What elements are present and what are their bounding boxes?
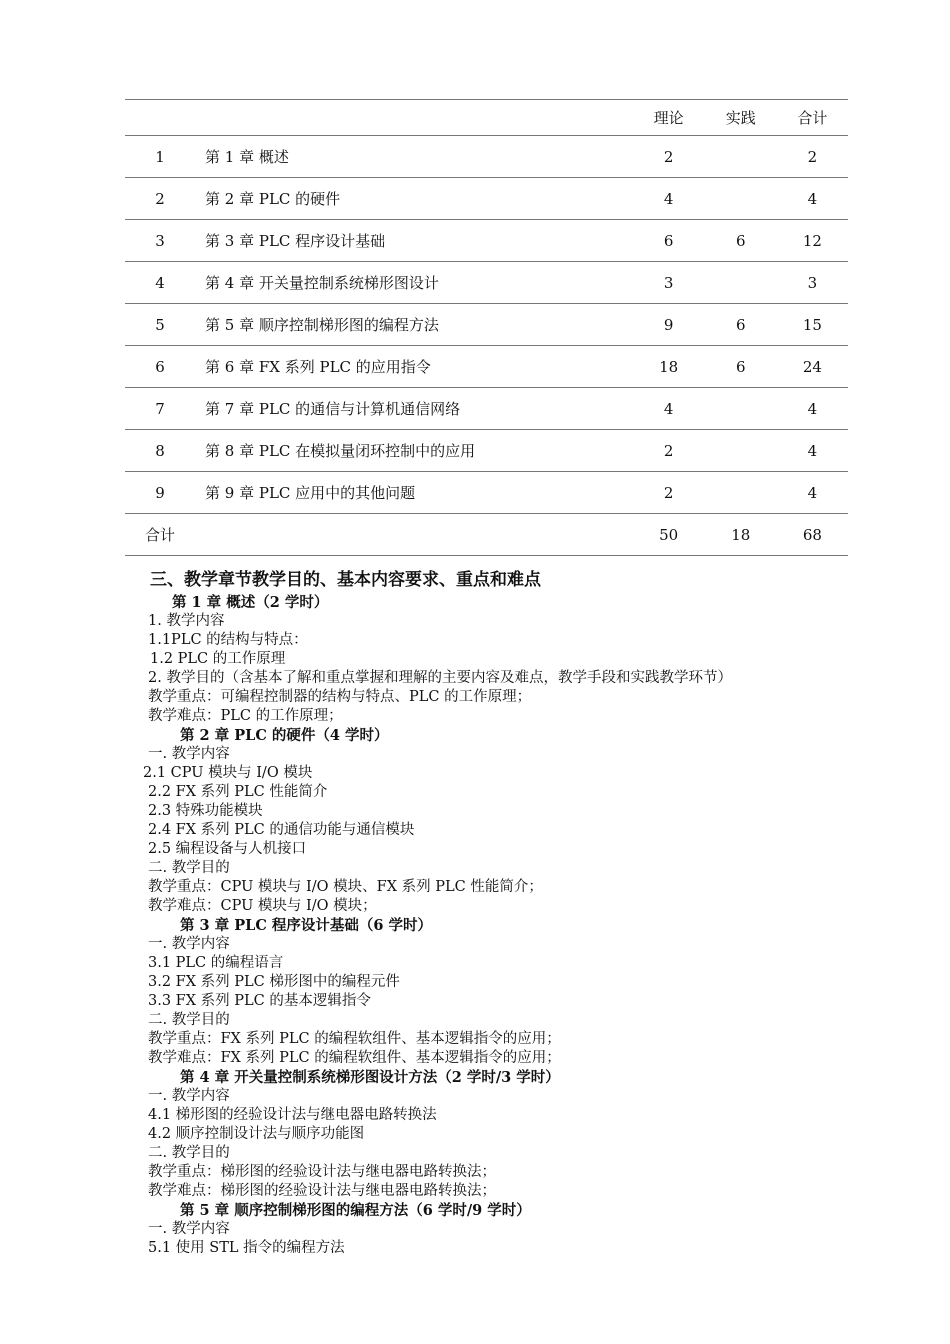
row-theory: 6 [663, 231, 674, 250]
row-practice: 6 [735, 231, 746, 250]
row-chapter: 第 5 章 顺序控制梯形图的编程方法 [205, 316, 439, 334]
row-theory: 4 [663, 399, 674, 418]
text-line: 一. 教学内容 [148, 746, 230, 762]
row-total: 4 [807, 441, 818, 460]
chapter-heading: 第 1 章 概述（2 学时） [172, 594, 329, 611]
row-no: 9 [155, 483, 165, 502]
chapter-heading: 第 2 章 PLC 的硬件（4 学时） [180, 727, 389, 744]
row-no: 8 [155, 441, 165, 460]
hours-table [125, 99, 848, 556]
text-line: 一. 教学内容 [148, 1221, 230, 1237]
row-total: 4 [807, 399, 818, 418]
total-practice: 18 [731, 525, 751, 544]
row-chapter: 第 2 章 PLC 的硬件 [205, 190, 341, 208]
row-practice [705, 388, 777, 430]
table-total-row [125, 514, 848, 556]
row-theory: 2 [663, 483, 674, 502]
text-line: 2. 教学目的（含基本了解和重点掌握和理解的主要内容及难点，教学手段和实践教学环节） [148, 670, 732, 686]
row-total: 3 [807, 273, 818, 292]
header-theory: 理论 [653, 109, 684, 127]
row-theory: 4 [663, 189, 674, 208]
section-title: 三、教学章节教学目的、基本内容要求、重点和难点 [150, 570, 541, 590]
text-line: 3.1 PLC 的编程语言 [148, 955, 284, 971]
text-line: 二. 教学目的 [148, 1012, 230, 1028]
row-theory: 2 [663, 147, 674, 166]
table-row [125, 472, 848, 514]
row-total: 4 [807, 483, 818, 502]
table-row [125, 178, 848, 220]
row-no: 1 [155, 147, 165, 166]
chapter-heading: 第 4 章 开关量控制系统梯形图设计方法（2 学时/3 学时） [180, 1069, 560, 1086]
text-line: 2.1 CPU 模块与 I/O 模块 [143, 765, 313, 781]
row-theory: 2 [663, 441, 674, 460]
text-line: 教学难点：FX 系列 PLC 的编程软组件、基本逻辑指令的应用； [148, 1050, 561, 1066]
row-total: 24 [802, 357, 822, 376]
text-line: 教学重点：可编程控制器的结构与特点、PLC 的工作原理； [148, 689, 532, 705]
table-row [125, 262, 848, 304]
row-no: 7 [155, 399, 165, 418]
text-line: 二. 教学目的 [148, 1145, 230, 1161]
row-chapter: 第 4 章 开关量控制系统梯形图设计 [205, 274, 439, 292]
text-line: 5.1 使用 STL 指令的编程方法 [148, 1240, 345, 1256]
row-total: 12 [802, 231, 822, 250]
chapter-heading: 第 3 章 PLC 程序设计基础（6 学时） [180, 917, 433, 934]
text-line: 1.2 PLC 的工作原理 [150, 651, 286, 667]
row-chapter: 第 9 章 PLC 应用中的其他问题 [205, 484, 416, 502]
header-total: 合计 [797, 109, 828, 127]
row-chapter: 第 8 章 PLC 在模拟量闭环控制中的应用 [205, 442, 476, 460]
row-chapter: 第 3 章 PLC 程序设计基础 [205, 232, 386, 250]
row-practice [705, 472, 777, 514]
text-line: 2.4 FX 系列 PLC 的通信功能与通信模块 [148, 822, 415, 838]
text-line: 2.2 FX 系列 PLC 性能简介 [148, 784, 328, 800]
row-total: 15 [802, 315, 822, 334]
text-line: 教学难点：PLC 的工作原理； [148, 708, 343, 724]
row-no: 4 [155, 273, 165, 292]
text-line: 教学难点：梯形图的经验设计法与继电器电路转换法； [148, 1183, 496, 1199]
chapter-heading: 第 5 章 顺序控制梯形图的编程方法（6 学时/9 学时） [180, 1202, 531, 1219]
total-label: 合计 [145, 526, 176, 544]
row-chapter: 第 1 章 概述 [205, 148, 289, 166]
row-practice: 6 [735, 357, 746, 376]
table-row [125, 346, 848, 388]
row-no: 3 [155, 231, 165, 250]
row-total: 2 [807, 147, 818, 166]
text-line: 一. 教学内容 [148, 936, 230, 952]
table-header-row [125, 100, 848, 136]
row-practice: 6 [735, 315, 746, 334]
row-no: 5 [155, 315, 165, 334]
header-chapter [195, 100, 633, 136]
row-no: 6 [155, 357, 165, 376]
row-practice [705, 136, 777, 178]
table-row [125, 220, 848, 262]
text-line: 2.3 特殊功能模块 [148, 803, 263, 819]
row-theory: 9 [663, 315, 674, 334]
row-practice [705, 430, 777, 472]
text-line: 教学重点：FX 系列 PLC 的编程软组件、基本逻辑指令的应用； [148, 1031, 561, 1047]
total-theory: 50 [659, 525, 679, 544]
text-line: 教学重点：梯形图的经验设计法与继电器电路转换法； [148, 1164, 496, 1180]
table-row [125, 304, 848, 346]
row-theory: 18 [659, 357, 679, 376]
text-line: 教学重点：CPU 模块与 I/O 模块、FX 系列 PLC 性能简介； [148, 879, 543, 895]
table-row [125, 430, 848, 472]
text-line: 3.2 FX 系列 PLC 梯形图中的编程元件 [148, 974, 400, 990]
text-line: 4.1 梯形图的经验设计法与继电器电路转换法 [148, 1107, 437, 1123]
row-practice [705, 178, 777, 220]
row-total: 4 [807, 189, 818, 208]
text-line: 教学难点：CPU 模块与 I/O 模块； [148, 898, 377, 914]
header-no [125, 100, 195, 136]
row-chapter: 第 6 章 FX 系列 PLC 的应用指令 [205, 358, 431, 376]
total-total: 68 [802, 525, 822, 544]
table-row [125, 136, 848, 178]
row-practice [705, 262, 777, 304]
table-row [125, 388, 848, 430]
text-line: 3.3 FX 系列 PLC 的基本逻辑指令 [148, 993, 371, 1009]
text-line: 二. 教学目的 [148, 860, 230, 876]
row-chapter: 第 7 章 PLC 的通信与计算机通信网络 [205, 400, 461, 418]
header-practice: 实践 [725, 109, 756, 127]
row-no: 2 [155, 189, 165, 208]
text-line: 4.2 顺序控制设计法与顺序功能图 [148, 1126, 365, 1142]
text-line: 一. 教学内容 [148, 1088, 230, 1104]
text-line: 1.1PLC 的结构与特点： [148, 632, 308, 648]
text-line: 2.5 编程设备与人机接口 [148, 841, 307, 857]
text-line: 1. 教学内容 [148, 613, 225, 629]
row-theory: 3 [663, 273, 674, 292]
